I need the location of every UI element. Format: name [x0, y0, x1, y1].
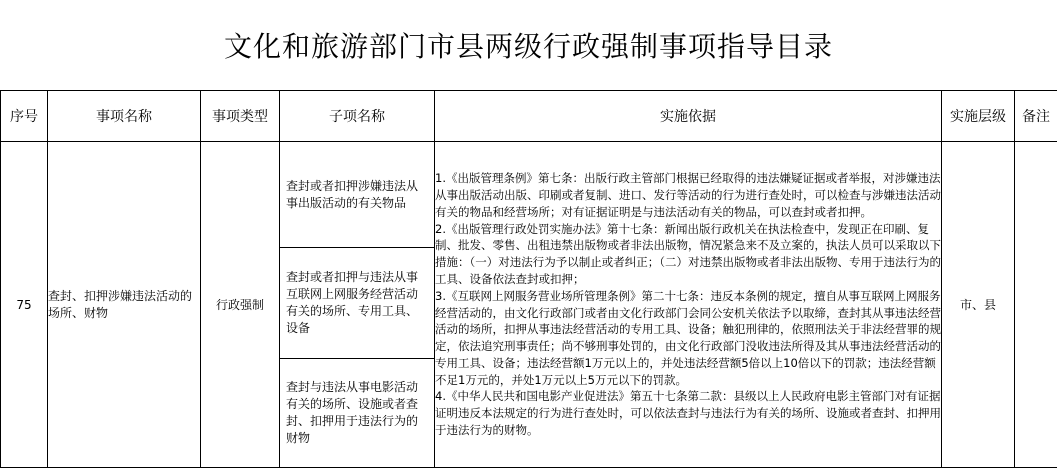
- row-remark: [1015, 142, 1057, 468]
- sub-item: 查封或者扣押涉嫌违法从事出版活动的有关物品: [280, 142, 434, 248]
- row-seq: 75: [1, 142, 48, 468]
- sub-item: 查封与违法从事电影活动有关的场所、设施或者查封、扣押用于违法行为的财物: [280, 359, 434, 467]
- header-item-type: 事项类型: [201, 91, 280, 142]
- table-row: [1, 142, 1057, 468]
- header-sub-item-name: 子项名称: [280, 91, 435, 142]
- table-header-row: [1, 91, 1057, 142]
- row-basis: [435, 142, 942, 468]
- catalog-table: [0, 90, 1057, 468]
- header-basis: 实施依据: [435, 91, 942, 142]
- row-item-type: 行政强制: [201, 142, 280, 468]
- row-level: 市、县: [942, 142, 1015, 468]
- row-sub-items: [280, 142, 435, 468]
- header-remark: 备注: [1015, 91, 1057, 142]
- header-level: 实施层级: [942, 91, 1015, 142]
- basis-clause: 3.《互联网上网服务营业场所管理条例》第二十七条：违反本条例的规定，擅自从事互联网上网服务经营活动的，由文化行政部门或者由文化行政部门会同公安机关依法予以取缔，查封其从事违法经营活动的场所，扣押从事违法经营活动的专用工具、设备；触犯刑律的，依照刑法关于非法经营罪的规定，依法追究刑事责任；尚不够刑事处罚的，由文化行政部门没收违法所得及其从事违法经营活动的专用工具、设备；违法经营额1万元以上的，并处违法经营额5倍以上10倍以下的罚款；违法经营额不足1万元的，并处1万元以上5万元以下的罚款。: [435, 288, 941, 389]
- header-item-name: 事项名称: [48, 91, 201, 142]
- basis-clause: 1.《出版管理条例》第七条：出版行政主管部门根据已经取得的违法嫌疑证据或者举报，对涉嫌违法从事出版活动出版、印刷或者复制、进口、发行等活动的行为进行查处时，可以检查与涉嫌违法活动有关的物品和经营场所；对有证据证明是与违法活动有关的物品，可以查封或者扣押。: [435, 170, 941, 220]
- row-item-name: 查封、扣押涉嫌违法活动的场所、财物: [48, 142, 201, 468]
- basis-clause: 2.《出版管理行政处罚实施办法》第十七条：新闻出版行政机关在执法检查中，发现正在印刷、复制、批发、零售、出租违禁出版物或者非法出版物，情况紧急来不及立案的，执法人员可以采取以下措施：（一）对违法行为予以制止或者纠正；（二）对违禁出版物或者非法出版物、专用于违法行为的工具、设备依法查封或扣押；: [435, 221, 941, 288]
- basis-clause: 4.《中华人民共和国电影产业促进法》第五十七条第二款：县级以上人民政府电影主管部门对有证据证明违反本法规定的行为进行查处时，可以依法查封与违法行为有关的场所、设施或者查封、扣押用于违法行为的财物。: [435, 388, 941, 438]
- sub-item: 查封或者扣押与违法从事互联网上网服务经营活动有关的场所、专用工具、设备: [280, 248, 434, 359]
- header-seq: 序号: [1, 91, 48, 142]
- page-title: 文化和旅游部门市县两级行政强制事项指导目录: [0, 0, 1057, 90]
